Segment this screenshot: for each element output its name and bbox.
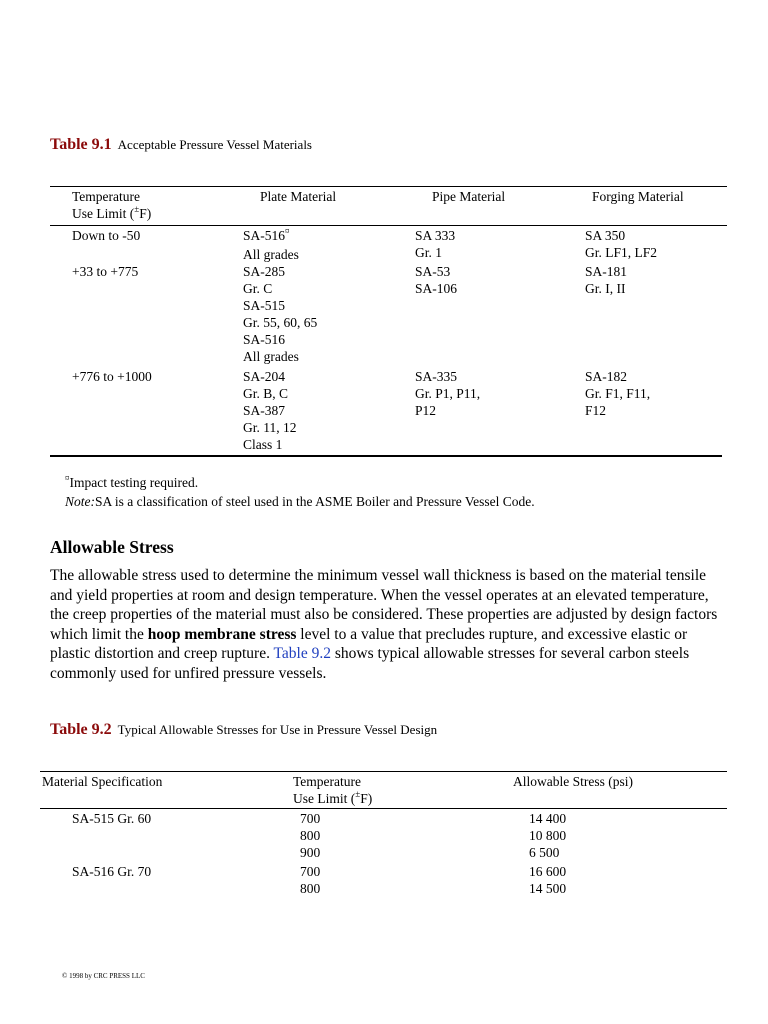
stress-value: 10 800	[529, 828, 567, 843]
plate-line: Gr. 11, 12	[243, 420, 297, 435]
table2-header-temp-line1: Temperature	[293, 774, 362, 789]
pipe-line: SA-335	[415, 369, 458, 384]
table1-row1-pipe	[415, 227, 455, 261]
note-label: Note:	[65, 494, 95, 509]
temp-value: 800	[300, 881, 321, 896]
forging-line: SA-182	[585, 369, 628, 384]
temp-value: 800	[300, 828, 321, 843]
pipe-line: SA-53	[415, 264, 451, 279]
plate-line: SA-515	[243, 298, 286, 313]
table1-row3-pipe	[415, 368, 480, 419]
table1-header-temp-line2	[72, 205, 151, 224]
plate-line: All grades	[243, 247, 299, 262]
table2-top-rule	[40, 771, 727, 772]
forging-line: Gr. F1, F11,	[585, 386, 651, 401]
temp-value: 700	[300, 864, 321, 879]
table1-row3-forging	[585, 368, 650, 419]
table2-header-spec: Material Specification	[42, 774, 163, 789]
paragraph-part2: level to a value that precludes rupture, and excessive elastic or plastic distortion and creep rupture.	[50, 625, 688, 662]
table1-row3-plate	[243, 368, 297, 453]
paragraph-part1: The allowable stress used to determine the minimum vessel wall thickness is based on the material tensile and yield properties at room and design temperature. When the vessel operates at an elevated temperature, the creep properties of the material must also be considered. These properties are adjusted by design factors which limit the	[50, 567, 718, 643]
table2-group1-spec: SA-515 Gr. 60	[72, 811, 152, 826]
pipe-line: SA-106	[415, 281, 458, 296]
plate-line: SA-516	[243, 332, 286, 347]
table1-title: Acceptable Pressure Vessel Materials	[117, 137, 312, 152]
table2-label: Table 9.2	[50, 721, 112, 738]
impact-mark-icon: ¤	[285, 226, 290, 236]
pipe-line: P12	[415, 403, 437, 418]
table-9-2-link[interactable]: Table 9.2	[273, 645, 331, 662]
stress-value: 16 600	[529, 864, 567, 879]
table1-label: Table 9.1	[50, 136, 112, 153]
footnote-text: Impact testing required.	[69, 475, 199, 490]
forging-line: Gr. I, II	[585, 281, 626, 296]
plate-line: SA-285	[243, 264, 286, 279]
table1-row1-forging	[585, 227, 657, 261]
table1-row2-plate	[243, 263, 317, 365]
paragraph-part3: shows typical allowable stresses for several carbon steels commonly used for unfired pressure vessels.	[50, 645, 690, 682]
note-text: SA is a classification of steel used in the ASME Boiler and Pressure Vessel Code.	[95, 494, 535, 509]
plate-line	[243, 227, 299, 246]
table2-group2-temps	[300, 863, 320, 897]
header-temp-post: F)	[360, 791, 373, 806]
table1-row2-temp: +33 to +775	[72, 264, 139, 279]
table1-footnote	[65, 474, 198, 493]
table1-header-rule	[50, 225, 727, 226]
plate-line: Class 1	[243, 437, 283, 452]
plate-line: SA-387	[243, 403, 286, 418]
table1-header-temp	[72, 188, 151, 224]
plate-value: SA-516	[243, 228, 286, 243]
table2-group2-stresses	[529, 863, 566, 897]
table1-top-rule	[50, 186, 727, 187]
temp-value: 900	[300, 845, 321, 860]
table1-caption	[50, 136, 312, 154]
table1-row2-pipe	[415, 263, 457, 297]
plate-line: SA-204	[243, 369, 286, 384]
table2-header-stress: Allowable Stress (psi)	[513, 774, 633, 789]
table2-group1-stresses	[529, 810, 566, 861]
stress-value: 14 400	[529, 811, 567, 826]
forging-line: SA-181	[585, 264, 628, 279]
plate-line: Gr. 55, 60, 65	[243, 315, 318, 330]
table2-header-temp	[293, 773, 372, 809]
paragraph-text	[50, 566, 730, 683]
table1-row2-forging	[585, 263, 627, 297]
table1-header-pipe: Pipe Material	[432, 189, 506, 204]
paragraph-bold-term: hoop membrane stress	[147, 625, 297, 643]
plate-line: Gr. B, C	[243, 386, 289, 401]
plate-line: All grades	[243, 349, 299, 364]
pipe-line: SA 333	[415, 228, 456, 243]
pipe-line: Gr. P1, P11,	[415, 386, 481, 401]
table2-header-rule	[40, 808, 727, 809]
section-heading: Allowable Stress	[50, 537, 174, 557]
table1-row1-plate	[243, 227, 299, 263]
impact-mark-icon: ¤	[65, 473, 70, 483]
table2-title: Typical Allowable Stresses for Use in Pressure Vessel Design	[117, 722, 438, 737]
header-temp-pre: Use Limit (	[72, 206, 135, 221]
forging-line: SA 350	[585, 228, 626, 243]
table1-header-temp-line1: Temperature	[72, 189, 141, 204]
stress-value: 14 500	[529, 881, 567, 896]
table1-bottom-rule	[50, 455, 722, 457]
plus-minus-symbol: ±	[134, 204, 140, 214]
table1-note	[65, 493, 535, 510]
table2-caption	[50, 721, 437, 739]
copyright-footer: © 1998 by CRC PRESS LLC	[62, 972, 145, 980]
header-temp-pre: Use Limit (	[293, 791, 356, 806]
section-paragraph	[50, 566, 730, 683]
plus-minus-symbol: ±	[355, 789, 361, 799]
table2-group1-temps	[300, 810, 320, 861]
table2-header-temp-line2	[293, 790, 372, 809]
pipe-line: Gr. 1	[415, 245, 442, 260]
table1-row3-temp: +776 to +1000	[72, 369, 152, 384]
stress-value: 6 500	[529, 845, 560, 860]
table2-group2-spec: SA-516 Gr. 70	[72, 864, 152, 879]
plate-line: Gr. C	[243, 281, 273, 296]
table1-header-plate: Plate Material	[260, 189, 337, 204]
table1-header-forging: Forging Material	[592, 189, 684, 204]
temp-value: 700	[300, 811, 321, 826]
table1-row1-temp: Down to -50	[72, 228, 141, 243]
forging-line: F12	[585, 403, 607, 418]
header-temp-post: F)	[139, 206, 152, 221]
forging-line: Gr. LF1, LF2	[585, 245, 658, 260]
